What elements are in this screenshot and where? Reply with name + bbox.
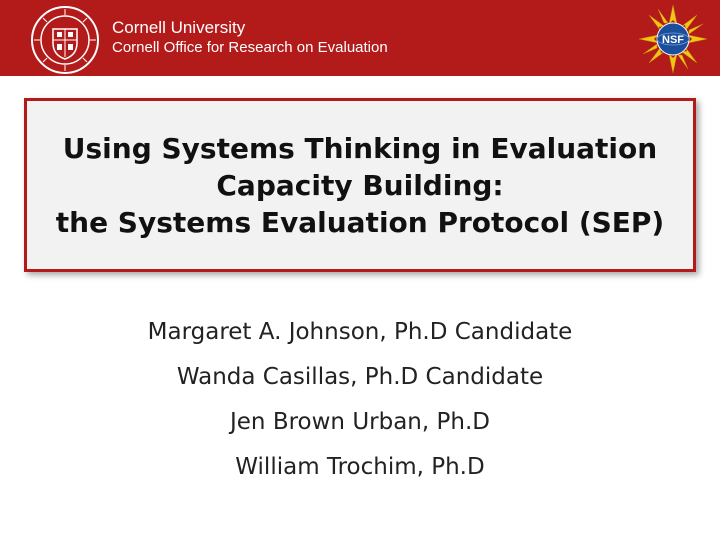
author-name: Wanda Casillas, Ph.D Candidate <box>176 364 544 390</box>
title-box <box>24 98 696 272</box>
nsf-logo-icon <box>638 4 708 74</box>
author-name: Margaret A. Johnson, Ph.D Candidate <box>147 319 573 345</box>
header-banner <box>0 0 720 76</box>
organization-name <box>112 18 388 58</box>
title-line-3: the Systems Evaluation Protocol (SEP) <box>55 205 665 239</box>
title-line-1: Using Systems Thinking in Evaluation <box>62 131 658 165</box>
title-line-2: Capacity Building: <box>216 168 504 202</box>
nsf-logo-text: NSF <box>662 34 684 46</box>
author-name: William Trochim, Ph.D <box>235 454 485 480</box>
org-line-1: Cornell University <box>112 18 246 37</box>
author-name: Jen Brown Urban, Ph.D <box>230 409 490 435</box>
cornell-university-seal-icon <box>30 5 100 75</box>
author-list <box>0 310 720 490</box>
org-line-2: Cornell Office for Research on Evaluation <box>112 39 388 56</box>
